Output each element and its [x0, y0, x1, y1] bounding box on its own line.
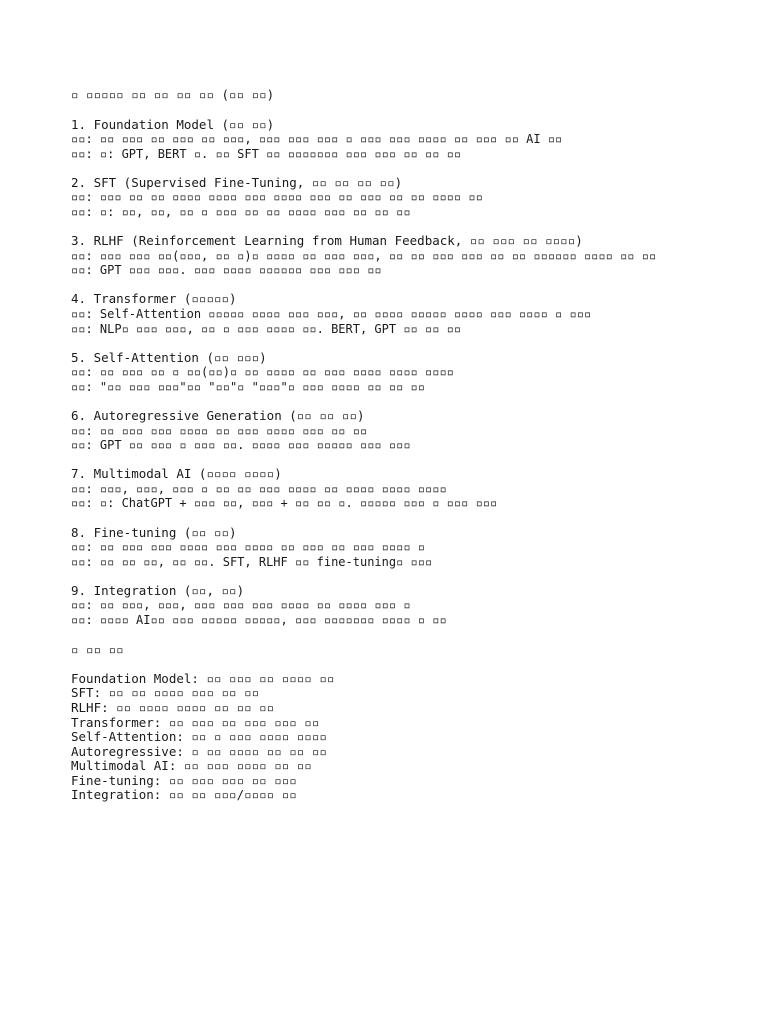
summary-item-fine-tuning: Fine-tuning: ▫▫ ▫▫▫ ▫▫▫ ▫▫ ▫▫▫ [71, 773, 297, 788]
section-multimodal [71, 467, 751, 511]
section-example: ▫▫: ▫▫ ▫▫ ▫▫, ▫▫ ▫▫. SFT, RLHF ▫▫ fine-tuning▫ ▫▫▫ [71, 554, 433, 569]
section-definition: ▫▫: ▫▫▫, ▫▫▫, ▫▫▫ ▫ ▫▫ ▫▫ ▫▫▫ ▫▫▫▫ ▫▫ ▫▫▫▫ ▫▫▫▫ ▫▫▫▫ [71, 481, 447, 496]
section-example: ▫▫: NLP▫ ▫▫▫ ▫▫▫, ▫▫ ▫ ▫▫▫ ▫▫▫▫ ▫▫. BERT, GPT ▫▫ ▫▫ ▫▫ [71, 321, 462, 336]
section-heading: 4. Transformer (▫▫▫▫▫) [71, 292, 237, 307]
section-example: ▫▫: ▫: GPT, BERT ▫. ▫▫ SFT ▫▫ ▫▫▫▫▫▫▫ ▫▫▫ ▫▫▫ ▫▫ ▫▫ ▫▫ [71, 146, 462, 161]
section-example: ▫▫: ▫: ChatGPT + ▫▫▫ ▫▫, ▫▫▫ + ▫▫ ▫▫ ▫. ▫▫▫▫▫ ▫▫▫ ▫ ▫▫▫ ▫▫▫ [71, 496, 498, 511]
summary-item-transformer: Transformer: ▫▫ ▫▫▫ ▫▫ ▫▫▫ ▫▫▫ ▫▫ [71, 715, 320, 730]
section-heading: 6. Autoregressive Generation (▫▫ ▫▫ ▫▫) [71, 409, 365, 423]
section-definition: ▫▫: ▫▫ ▫▫▫ ▫▫▫ ▫▫▫▫ ▫▫▫ ▫▫▫▫ ▫▫ ▫▫▫ ▫▫ ▫▫▫ ▫▫▫▫ ▫ [71, 540, 426, 555]
section-definition: ▫▫: ▫▫ ▫▫▫ ▫▫▫ ▫▫▫▫ ▫▫ ▫▫▫ ▫▫▫▫ ▫▫▫ ▫▫ ▫▫ [71, 423, 368, 438]
section-heading: 2. SFT (Supervised Fine-Tuning, ▫▫ ▫▫ ▫▫ ▫▫) [71, 175, 403, 190]
section-heading: 9. Integration (▫▫, ▫▫) [71, 583, 245, 598]
section-definition: ▫▫: ▫▫ ▫▫▫ ▫▫ ▫ ▫▫(▫▫)▫ ▫▫ ▫▫▫▫ ▫▫ ▫▫▫ ▫▫▫▫ ▫▫▫▫ ▫▫▫▫ [71, 365, 454, 380]
summary-item-autoregressive: Autoregressive: ▫ ▫▫ ▫▫▫▫ ▫▫ ▫▫ ▫▫ [71, 744, 327, 759]
document-page [71, 88, 751, 803]
section-foundation-model [71, 118, 751, 162]
section-example: ▫▫: "▫▫ ▫▫▫ ▫▫▫"▫▫ "▫▫"▫ "▫▫▫"▫ ▫▫▫ ▫▫▫▫ ▫▫ ▫▫ ▫▫ [71, 379, 426, 394]
section-integration [71, 584, 751, 628]
section-heading: 8. Fine-tuning (▫▫ ▫▫) [71, 525, 237, 540]
summary-list [71, 672, 751, 803]
section-example: ▫▫: ▫▫▫▫ AI▫▫ ▫▫▫ ▫▫▫▫▫ ▫▫▫▫▫, ▫▫▫ ▫▫▫▫▫▫▫ ▫▫▫▫ ▫ ▫▫ [71, 613, 447, 628]
document-title: ▫ ▫▫▫▫▫ ▫▫ ▫▫ ▫▫ ▫▫ (▫▫ ▫▫) [71, 88, 275, 102]
section-definition: ▫▫: ▫▫ ▫▫▫ ▫▫ ▫▫▫ ▫▫ ▫▫▫, ▫▫▫ ▫▫▫ ▫▫▫ ▫ ▫▫▫ ▫▫▫ ▫▫▫▫ ▫▫ ▫▫▫ ▫▫ AI ▫▫ [71, 132, 563, 147]
summary-item-multimodal: Multimodal AI: ▫▫ ▫▫▫ ▫▫▫▫ ▫▫ ▫▫ [71, 759, 312, 774]
section-transformer [71, 292, 751, 336]
section-fine-tuning [71, 526, 751, 570]
section-heading: 7. Multimodal AI (▫▫▫▫ ▫▫▫▫) [71, 467, 282, 482]
summary-item-sft: SFT: ▫▫ ▫▫ ▫▫▫▫ ▫▫▫ ▫▫ ▫▫ [71, 686, 260, 701]
section-definition: ▫▫: ▫▫▫ ▫▫▫ ▫▫(▫▫▫, ▫▫ ▫)▫ ▫▫▫▫ ▫▫ ▫▫▫ ▫▫▫, ▫▫ ▫▫ ▫▫▫ ▫▫▫ ▫▫ ▫▫ ▫▫▫▫▫▫ ▫▫▫▫ ▫▫ ▫▫ [71, 248, 657, 263]
section-definition: ▫▫: Self-Attention ▫▫▫▫▫ ▫▫▫▫ ▫▫▫ ▫▫▫, ▫▫ ▫▫▫▫ ▫▫▫▫▫ ▫▫▫▫ ▫▫▫ ▫▫▫▫ ▫ ▫▫▫ [71, 307, 592, 322]
section-example: ▫▫: GPT ▫▫▫ ▫▫▫. ▫▫▫ ▫▫▫▫ ▫▫▫▫▫▫ ▫▫▫ ▫▫▫ ▫▫ [71, 263, 382, 278]
section-rlhf [71, 234, 751, 278]
section-example: ▫▫: GPT ▫▫ ▫▫▫ ▫ ▫▫▫ ▫▫. ▫▫▫▫ ▫▫▫ ▫▫▫▫▫ ▫▫▫ ▫▫▫ [71, 438, 411, 453]
section-self-attention [71, 351, 751, 395]
section-heading: 1. Foundation Model (▫▫ ▫▫) [71, 117, 275, 132]
section-example: ▫▫: ▫: ▫▫, ▫▫, ▫▫ ▫ ▫▫▫ ▫▫ ▫▫ ▫▫▫▫ ▫▫▫ ▫▫ ▫▫ ▫▫ [71, 205, 411, 220]
summary-item-integration: Integration: ▫▫ ▫▫ ▫▫▫/▫▫▫▫ ▫▫ [71, 788, 297, 803]
summary-item-self-attention: Self-Attention: ▫▫ ▫ ▫▫▫ ▫▫▫▫ ▫▫▫▫ [71, 730, 327, 745]
section-heading: 5. Self-Attention (▫▫ ▫▫▫) [71, 350, 267, 365]
summary-title: ▫ ▫▫ ▫▫ [71, 642, 124, 657]
section-definition: ▫▫: ▫▫▫ ▫▫ ▫▫ ▫▫▫▫ ▫▫▫▫ ▫▫▫ ▫▫▫▫ ▫▫▫ ▫▫ ▫▫▫ ▫▫ ▫▫ ▫▫▫▫ ▫▫ [71, 190, 483, 205]
section-autoregressive [71, 409, 751, 453]
section-heading: 3. RLHF (Reinforcement Learning from Human Feedback, ▫▫ ▫▫▫ ▫▫ ▫▫▫▫) [71, 234, 583, 249]
summary-item-foundation-model: Foundation Model: ▫▫ ▫▫▫ ▫▫ ▫▫▫▫ ▫▫ [71, 671, 335, 686]
section-definition: ▫▫: ▫▫ ▫▫▫, ▫▫▫, ▫▫▫ ▫▫▫ ▫▫▫ ▫▫▫▫ ▫▫ ▫▫▫▫ ▫▫▫ ▫ [71, 598, 411, 613]
summary-item-rlhf: RLHF: ▫▫ ▫▫▫▫ ▫▫▫▫ ▫▫ ▫▫ ▫▫ [71, 700, 275, 715]
section-sft [71, 176, 751, 220]
